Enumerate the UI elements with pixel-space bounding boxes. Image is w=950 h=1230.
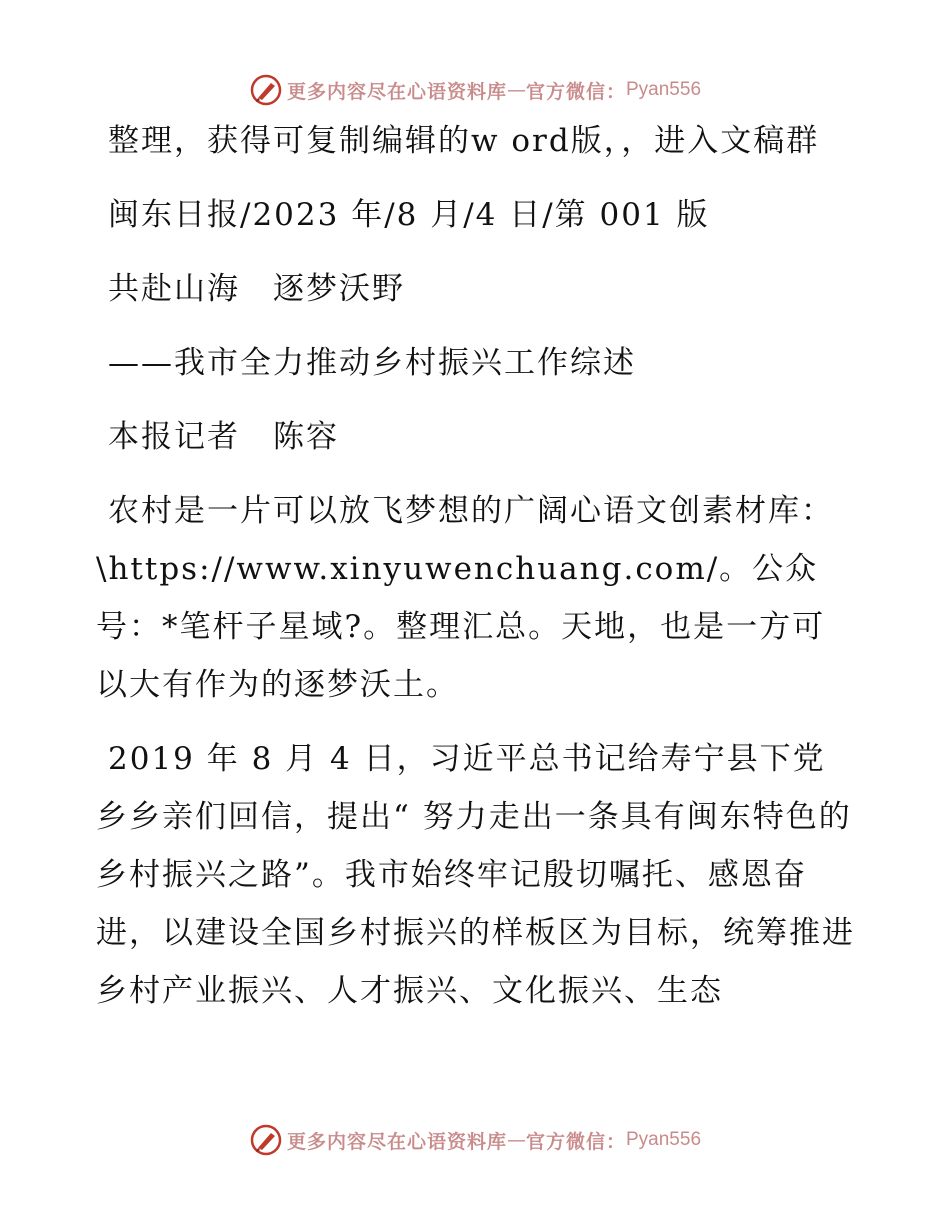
pen-logo-icon	[249, 73, 283, 107]
author-line: 本报记者 陈容	[108, 419, 339, 455]
banner-separator: —	[506, 1129, 526, 1151]
banner-text: 更多内容尽在心语资料库	[286, 80, 507, 103]
paragraph-1: 农村是一片可以放飞梦想的广阔心语文创素材库：\https://www.xinyuwenchuang.com/。公众号：*笔杆子星域?。整理汇总。天地，也是一方可以大有作为的逐梦沃土。	[96, 493, 834, 703]
banner-wechat-id: Pyan556	[626, 1129, 702, 1150]
pen-logo-icon	[249, 1123, 283, 1157]
banner-text: 更多内容尽在心语资料库	[286, 1130, 507, 1153]
footer-watermark-banner	[0, 1120, 950, 1160]
banner-wechat-label: 官方微信：	[525, 1130, 626, 1153]
intro-line: 整理，获得可复制编辑的w ord版，，进入文稿群	[108, 123, 820, 159]
banner-separator: —	[506, 79, 526, 101]
article-subtitle: ——我市全力推动乡村振兴工作综述	[108, 345, 636, 381]
header-watermark-banner	[0, 70, 950, 110]
banner-wechat-label: 官方微信：	[525, 80, 626, 103]
source-line: 闽东日报/2023 年/8 月/4 日/第 001 版	[108, 197, 710, 233]
paragraph-2: 2019 年 8 月 4 日，习近平总书记给寿宁县下党乡乡亲们回信，提出“ 努力走出一条具有闽东特色的乡村振兴之路”。我市始终牢记殷切嘱托、感恩奋进，以建设全国乡村振兴的样板区为目标，统筹推进乡村产业振兴、人才振兴、文化振兴、生态	[96, 741, 855, 1009]
document-body	[96, 112, 856, 1020]
article-title: 共赴山海 逐梦沃野	[108, 271, 405, 307]
banner-wechat-id: Pyan556	[626, 79, 702, 100]
